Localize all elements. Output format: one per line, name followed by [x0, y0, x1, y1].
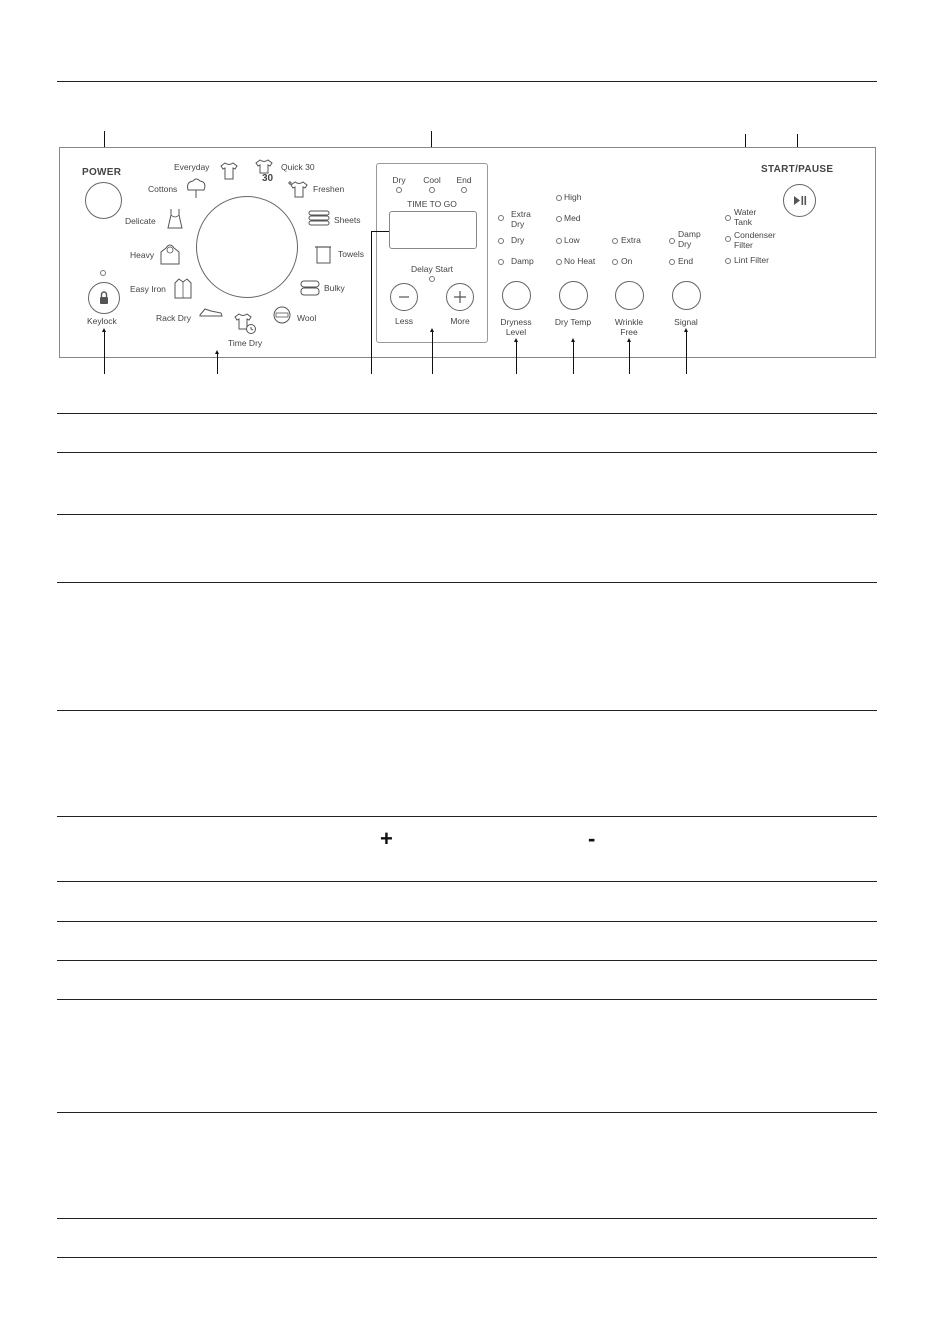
wrinkle-free-button[interactable]	[615, 281, 644, 310]
table-rule	[57, 710, 877, 711]
condenser-filter-label: Condenser Filter	[734, 230, 776, 250]
table-rule	[57, 514, 877, 515]
leader-line	[629, 340, 630, 374]
water-tank-indicator	[725, 215, 731, 221]
wrinkle-free-label: Wrinkle Free	[614, 317, 644, 337]
lint-filter-indicator	[725, 258, 731, 264]
cotton-icon	[183, 176, 209, 200]
program-quick-30[interactable]: Quick 30	[281, 162, 315, 172]
table-rule	[57, 413, 877, 414]
temp-low-label: Low	[564, 235, 580, 245]
shirt-iron-icon	[172, 276, 194, 302]
signal-button[interactable]	[672, 281, 701, 310]
stage-end-label: End	[456, 175, 472, 185]
program-dial[interactable]	[196, 196, 298, 298]
program-sheets[interactable]: Sheets	[334, 215, 361, 225]
leader-arrow	[514, 338, 518, 342]
time-display	[389, 211, 477, 249]
stage-cool-label: Cool	[423, 175, 441, 185]
play-pause-icon	[784, 185, 815, 216]
program-easy-iron[interactable]: Easy Iron	[130, 284, 166, 294]
leader-line	[104, 330, 105, 374]
leader-arrow	[102, 328, 106, 332]
wrinkle-on-indicator	[612, 259, 618, 265]
table-rule	[57, 999, 877, 1000]
program-time-dry[interactable]: Time Dry	[228, 338, 263, 348]
wrinkle-extra-label: Extra	[621, 235, 641, 245]
leader-line	[371, 231, 372, 374]
wool-icon	[270, 304, 294, 326]
signal-label: Signal	[674, 317, 698, 327]
leader-arrow	[571, 338, 575, 342]
stage-end-indicator	[461, 187, 467, 193]
more-label: More	[450, 316, 470, 326]
lint-filter-label: Lint Filter	[734, 255, 769, 265]
more-button[interactable]	[446, 283, 474, 311]
table-rule	[57, 816, 877, 817]
program-cottons[interactable]: Cottons	[148, 184, 178, 194]
table-rule	[57, 582, 877, 583]
table-rule	[57, 81, 877, 82]
shoe-icon	[197, 304, 225, 320]
table-rule	[57, 1218, 877, 1219]
less-button[interactable]	[390, 283, 418, 311]
bulky-icon	[298, 278, 322, 298]
tshirt-icon	[218, 160, 240, 182]
power-label: POWER	[82, 167, 122, 178]
program-freshen[interactable]: Freshen	[313, 184, 345, 194]
temp-high-indicator	[556, 195, 562, 201]
temp-med-indicator	[556, 216, 562, 222]
stage-dry-label: Dry	[392, 175, 406, 185]
time-dry-icon	[232, 312, 258, 336]
signal-end-indicator	[669, 259, 675, 265]
table-rule	[57, 1257, 877, 1258]
hoodie-icon	[158, 242, 182, 268]
program-towels[interactable]: Towels	[338, 249, 364, 259]
temp-no-heat-label: No Heat	[564, 256, 596, 266]
signal-end-label: End	[678, 256, 694, 266]
dryness-damp-indicator	[498, 259, 504, 265]
leader-arrow	[215, 350, 219, 354]
table-rule	[57, 1112, 877, 1113]
leader-line	[516, 340, 517, 374]
leader-arrow	[430, 328, 434, 332]
delay-start-label: Delay Start	[410, 264, 454, 274]
program-everyday[interactable]: Everyday	[174, 162, 210, 172]
keylock-button[interactable]	[88, 282, 120, 314]
signal-damp-dry-label: Damp Dry	[678, 229, 701, 249]
less-label: Less	[395, 316, 413, 326]
water-tank-label: Water Tank	[734, 207, 757, 227]
dryness-level-label: Dryness Level	[500, 317, 532, 337]
camisole-icon	[164, 206, 186, 232]
quick-30-badge: 30	[262, 173, 274, 184]
leader-line	[217, 352, 218, 374]
lock-icon	[89, 283, 119, 313]
wrinkle-on-label: On	[621, 256, 633, 266]
sheets-icon	[306, 208, 332, 228]
time-to-go-label: TIME TO GO	[407, 199, 457, 209]
start-pause-label: START/PAUSE	[761, 164, 834, 175]
condenser-filter-indicator	[725, 236, 731, 242]
power-button[interactable]	[85, 182, 122, 219]
keylock-label: Keylock	[87, 316, 117, 326]
leader-line	[371, 231, 389, 232]
program-rack-dry[interactable]: Rack Dry	[156, 313, 191, 323]
plus-icon	[447, 284, 473, 310]
dryness-dry-indicator	[498, 238, 504, 244]
leader-line	[432, 330, 433, 374]
dry-temp-button[interactable]	[559, 281, 588, 310]
stage-cool-indicator	[429, 187, 435, 193]
start-pause-button[interactable]	[783, 184, 816, 217]
dryness-extra-dry-label: Extra Dry	[511, 209, 531, 229]
table-rule	[57, 452, 877, 453]
keylock-indicator	[100, 270, 106, 276]
shirt-sparkle-icon	[286, 178, 310, 200]
temp-med-label: Med	[564, 213, 581, 223]
wrinkle-extra-indicator	[612, 238, 618, 244]
leader-line	[686, 330, 687, 374]
leader-line	[573, 340, 574, 374]
program-delicate[interactable]: Delicate	[125, 216, 156, 226]
leader-arrow	[627, 338, 631, 342]
dry-temp-label: Dry Temp	[554, 317, 592, 327]
table-rule	[57, 960, 877, 961]
dryness-damp-label: Damp	[511, 256, 534, 266]
minus-icon	[391, 284, 417, 310]
dryness-extra-dry-indicator	[498, 215, 504, 221]
program-bulky[interactable]: Bulky	[324, 283, 345, 293]
stage-dry-indicator	[396, 187, 402, 193]
program-wool[interactable]: Wool	[297, 313, 317, 323]
minus-symbol: -	[588, 826, 596, 851]
dryness-level-button[interactable]	[502, 281, 531, 310]
delay-start-indicator	[429, 276, 435, 282]
table-rule	[57, 881, 877, 882]
plus-symbol: +	[380, 826, 393, 851]
temp-high-label: High	[564, 192, 582, 202]
table-rule	[57, 921, 877, 922]
dryness-dry-label: Dry	[511, 235, 525, 245]
temp-low-indicator	[556, 238, 562, 244]
temp-no-heat-indicator	[556, 259, 562, 265]
program-heavy[interactable]: Heavy	[130, 250, 155, 260]
signal-damp-dry-indicator	[669, 238, 675, 244]
leader-arrow	[684, 328, 688, 332]
towel-icon	[312, 244, 334, 266]
